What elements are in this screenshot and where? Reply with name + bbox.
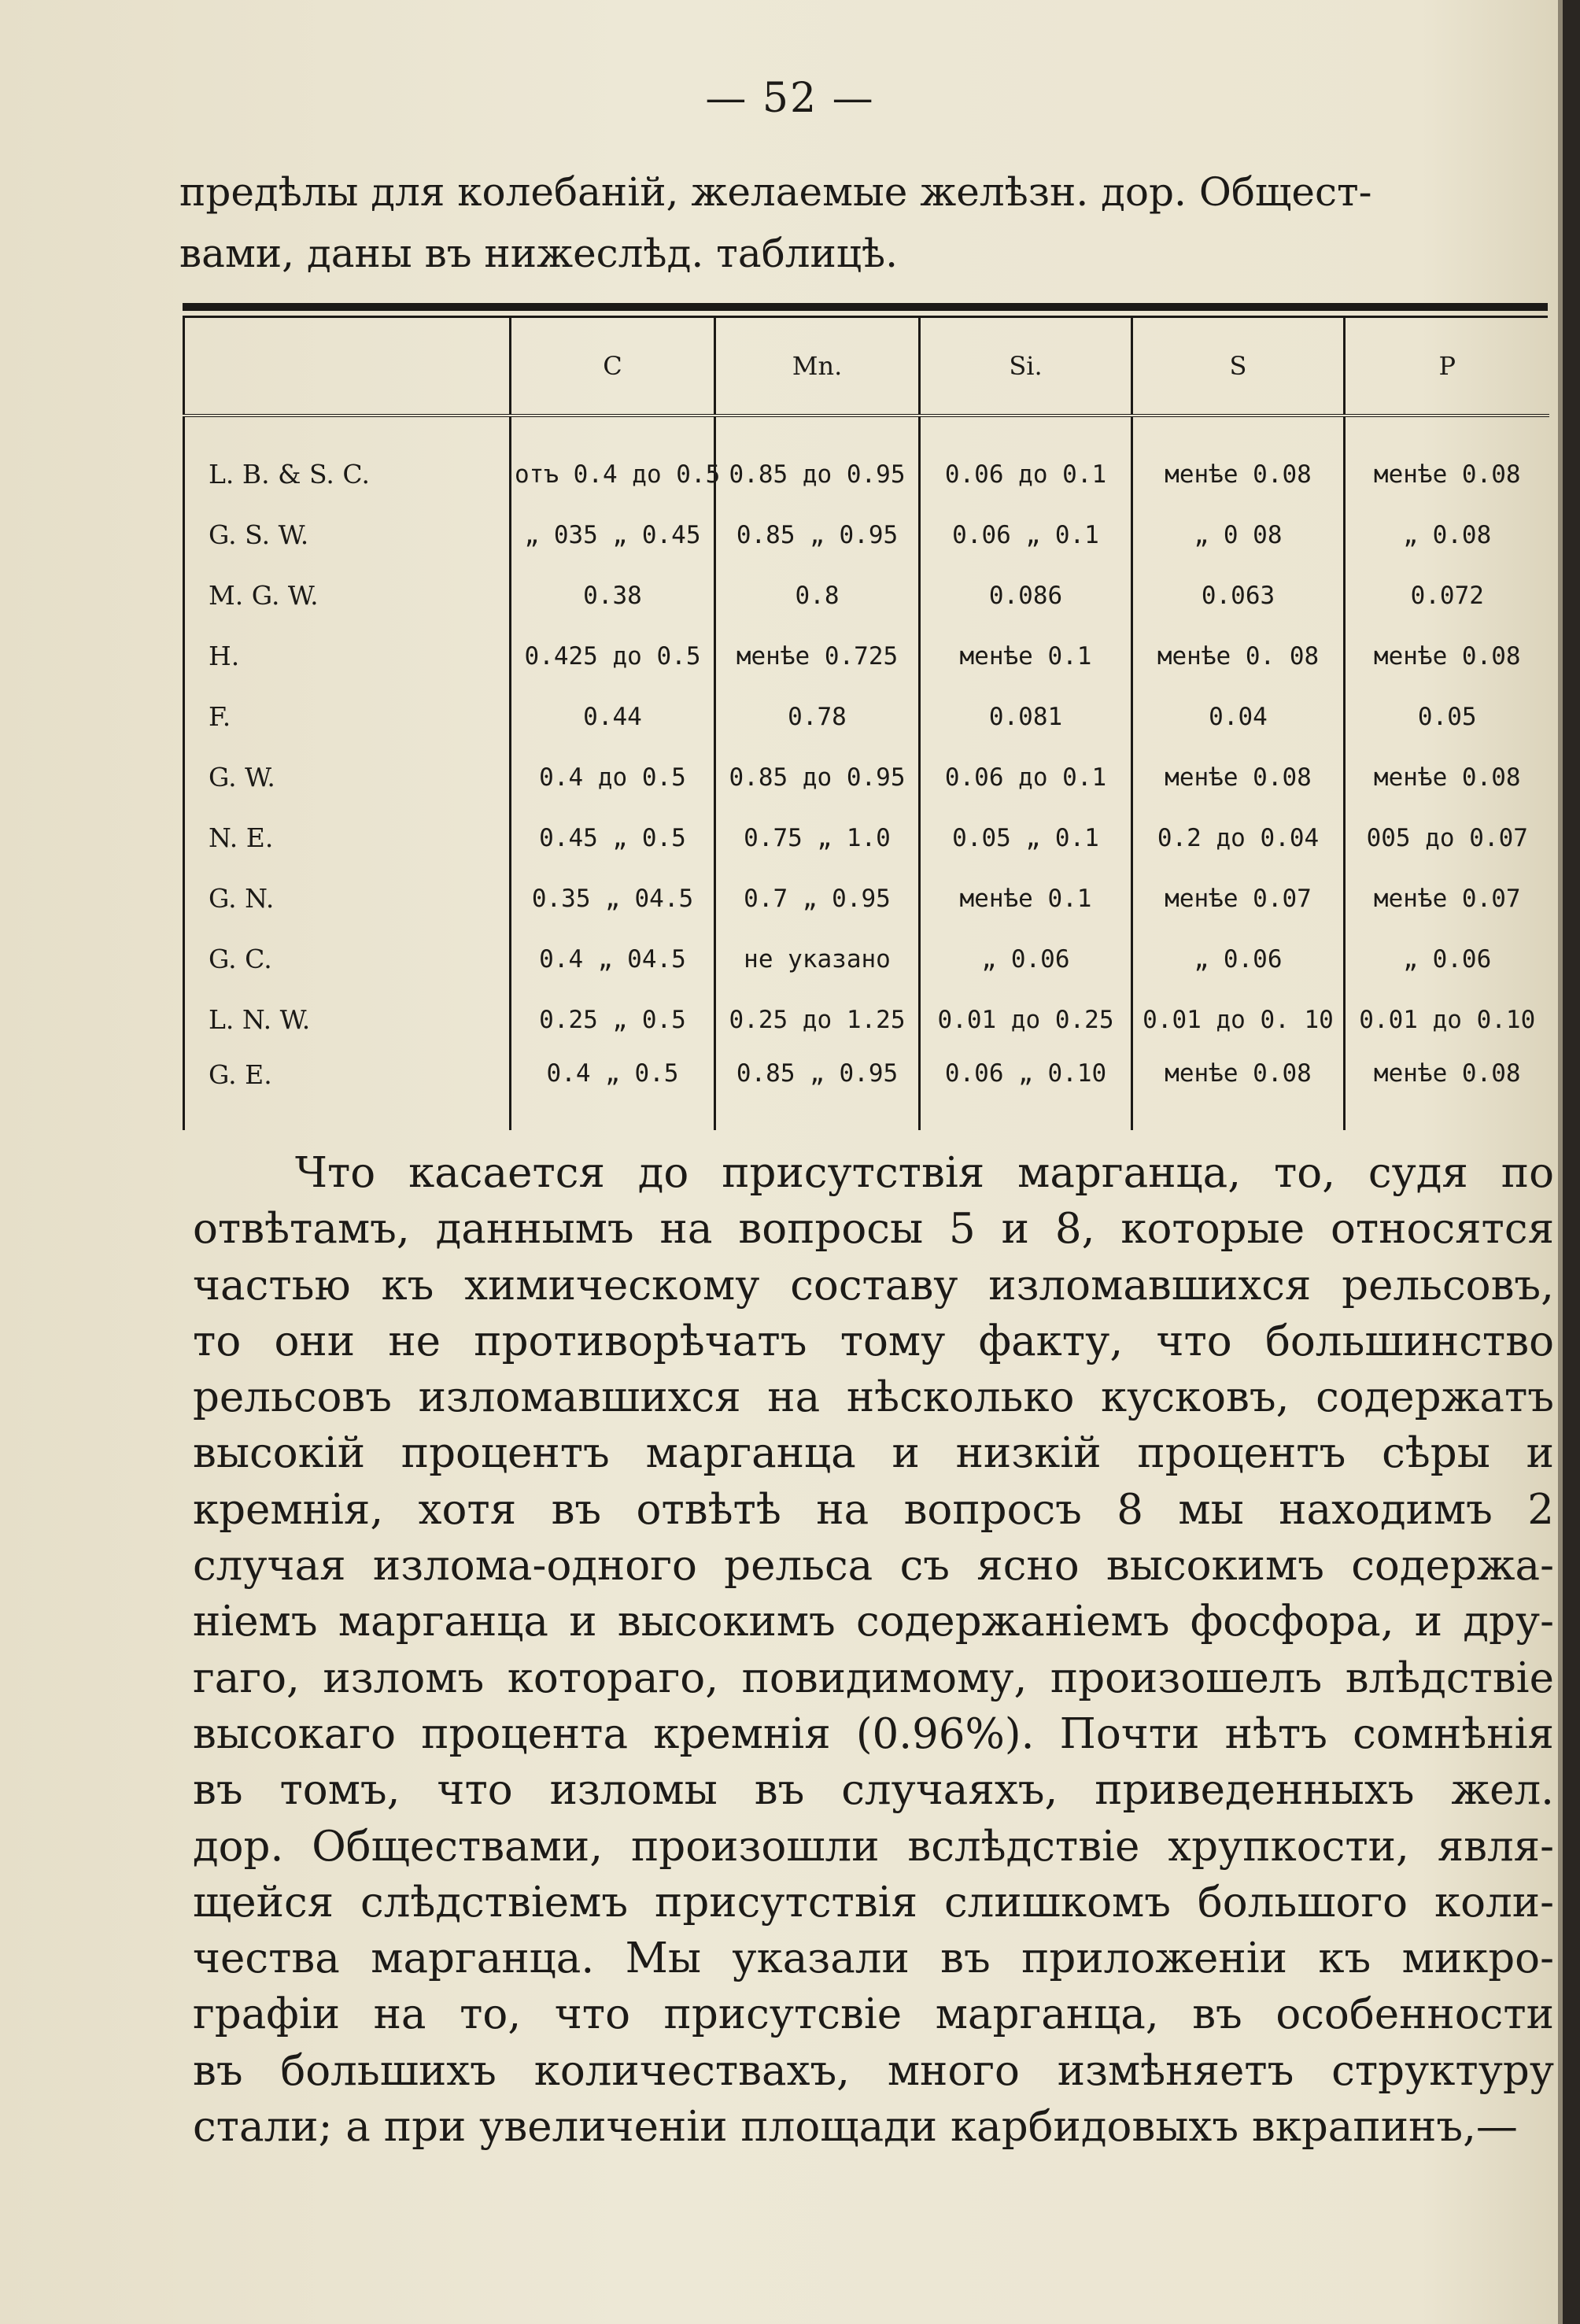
body-line: чества марганца. Мы указали въ приложеніи къ микро- [193,1934,1554,1983]
carbon-value: „ 035 „ 0.45 [511,504,715,565]
sulfur-value: 0.04 [1132,686,1345,747]
silicon-value: 0.05 „ 0.1 [920,807,1132,868]
railway-name: N. E. [184,807,511,868]
intro-paragraph [179,161,1549,284]
carbon-value: 0.44 [511,686,715,747]
sulfur-value: 0.063 [1132,565,1345,626]
phosphorus-value: менѣе 0.08 [1345,1050,1549,1130]
table-row [184,416,1549,504]
silicon-value: менѣе 0.1 [920,626,1132,686]
carbon-value: 0.25 „ 0.5 [511,989,715,1050]
table-row [184,868,1549,929]
body-line: частью къ химическому составу изломавшихся рельсовъ, [193,1261,1554,1310]
silicon-value: 0.086 [920,565,1132,626]
body-line: рельсовъ изломавшихся на нѣсколько кусковъ, содержатъ [193,1373,1554,1422]
manganese-value: 0.7 „ 0.95 [715,868,920,929]
manganese-value: менѣе 0.725 [715,626,920,686]
body-line: ніемъ марганца и высокимъ содержаніемъ фосфора, и дру- [193,1598,1554,1646]
table-row [184,929,1549,989]
body-line: въ томъ, что изломы въ случаяхъ, приведенныхъ жел. [193,1766,1554,1815]
table-header-row [184,318,1549,416]
sulfur-value: менѣе 0.08 [1132,416,1345,504]
body-line: случая излома-одного рельса съ ясно высокимъ содержа- [193,1542,1554,1591]
header-silicon: Si. [920,318,1132,416]
manganese-value: 0.85 „ 0.95 [715,504,920,565]
header-manganese: Mn. [715,318,920,416]
manganese-value: 0.25 до 1.25 [715,989,920,1050]
carbon-value: 0.4 „ 04.5 [511,929,715,989]
manganese-value: 0.85 до 0.95 [715,747,920,807]
table-row [184,989,1549,1050]
sulfur-value: менѣе 0.08 [1132,747,1345,807]
silicon-value: 0.06 „ 0.10 [920,1050,1132,1130]
carbon-value: 0.45 „ 0.5 [511,807,715,868]
header-railway [184,318,511,416]
phosphorus-value: менѣе 0.08 [1345,626,1549,686]
table-row [184,626,1549,686]
railway-name: G. S. W. [184,504,511,565]
silicon-value: 0.06 до 0.1 [920,747,1132,807]
phosphorus-value: менѣе 0.08 [1345,747,1549,807]
silicon-value: менѣе 0.1 [920,868,1132,929]
body-line: стали; а при увеличеніи площади карбидовыхъ вкрапинъ,— [193,2103,1518,2152]
railway-name: G. C. [184,929,511,989]
manganese-value: 0.8 [715,565,920,626]
table-top-rule [183,303,1548,311]
table-row [184,1050,1549,1130]
table-row [184,686,1549,747]
sulfur-value: 0.01 до 0. 10 [1132,989,1345,1050]
body-line: высокій процентъ марганца и низкій процентъ сѣры и [193,1429,1554,1478]
carbon-value: 0.425 до 0.5 [511,626,715,686]
phosphorus-value: „ 0.06 [1345,929,1549,989]
manganese-value: 0.75 „ 1.0 [715,807,920,868]
silicon-value: „ 0.06 [920,929,1132,989]
body-line: гаго, изломъ котораго, повидимому, произошелъ влѣдствіе [193,1653,1554,1702]
railway-name: G. W. [184,747,511,807]
body-line: высокаго процента кремнія (0.96%). Почти нѣтъ сомнѣнія [193,1709,1554,1758]
railway-name: G. N. [184,868,511,929]
phosphorus-value: 0.01 до 0.10 [1345,989,1549,1050]
intro-line: предѣлы для колебаній, желаемые желѣзн. дор. Общест- [179,169,1372,215]
body-line: щейся слѣдствіемъ присутствія слишкомъ большого коли- [193,1878,1554,1927]
composition-table [183,303,1548,1130]
carbon-value: отъ 0.4 до 0.5 [511,416,715,504]
railway-name: G. E. [184,1050,511,1130]
page-edge [1563,0,1580,2324]
phosphorus-value: „ 0.08 [1345,504,1549,565]
manganese-value: 0.78 [715,686,920,747]
table-row [184,504,1549,565]
body-line: графіи на то, что присутсвіе марганца, въ особенности [193,1990,1554,2039]
table-row [184,747,1549,807]
silicon-value: 0.01 до 0.25 [920,989,1132,1050]
sulfur-value: менѣе 0.07 [1132,868,1345,929]
sulfur-value: „ 0 08 [1132,504,1345,565]
manganese-value: 0.85 до 0.95 [715,416,920,504]
header-carbon: C [511,318,715,416]
sulfur-value: 0.2 до 0.04 [1132,807,1345,868]
phosphorus-value: менѣе 0.08 [1345,416,1549,504]
table-row [184,807,1549,868]
carbon-value: 0.35 „ 04.5 [511,868,715,929]
phosphorus-value: менѣе 0.07 [1345,868,1549,929]
manganese-value: не указано [715,929,920,989]
body-line: Что касается до присутствія марганца, то, судя по [295,1149,1554,1197]
railway-name: L. B. & S. C. [184,416,511,504]
intro-line: вами, даны въ нижеслѣд. таблицѣ. [179,231,899,276]
railway-name: L. N. W. [184,989,511,1050]
table-row [184,565,1549,626]
phosphorus-value: 0.072 [1345,565,1549,626]
silicon-value: 0.081 [920,686,1132,747]
page-number: — 52 — [705,75,875,122]
body-paragraph [193,1145,1554,2155]
sulfur-value: „ 0.06 [1132,929,1345,989]
body-line: дор. Обществами, произошли вслѣдствіе хрупкости, явля- [193,1822,1554,1871]
railway-name: M. G. W. [184,565,511,626]
body-line: кремнія, хотя въ отвѣтѣ на вопросъ 8 мы находимъ 2 [193,1485,1554,1534]
composition-grid [183,318,1549,1130]
silicon-value: 0.06 до 0.1 [920,416,1132,504]
carbon-value: 0.4 „ 0.5 [511,1050,715,1130]
body-line: въ большихъ количествахъ, много измѣняетъ структуру [193,2046,1554,2095]
phosphorus-value: 0.05 [1345,686,1549,747]
railway-name: H. [184,626,511,686]
manganese-value: 0.85 „ 0.95 [715,1050,920,1130]
sulfur-value: менѣе 0. 08 [1132,626,1345,686]
header-phosphorus: P [1345,318,1549,416]
silicon-value: 0.06 „ 0.1 [920,504,1132,565]
phosphorus-value: 005 до 0.07 [1345,807,1549,868]
sulfur-value: менѣе 0.08 [1132,1050,1345,1130]
header-sulfur: S [1132,318,1345,416]
body-line: отвѣтамъ, даннымъ на вопросы 5 и 8, которые относятся [193,1205,1554,1254]
carbon-value: 0.38 [511,565,715,626]
body-line: то они не противорѣчатъ тому факту, что большинство [193,1317,1554,1365]
railway-name: F. [184,686,511,747]
carbon-value: 0.4 до 0.5 [511,747,715,807]
